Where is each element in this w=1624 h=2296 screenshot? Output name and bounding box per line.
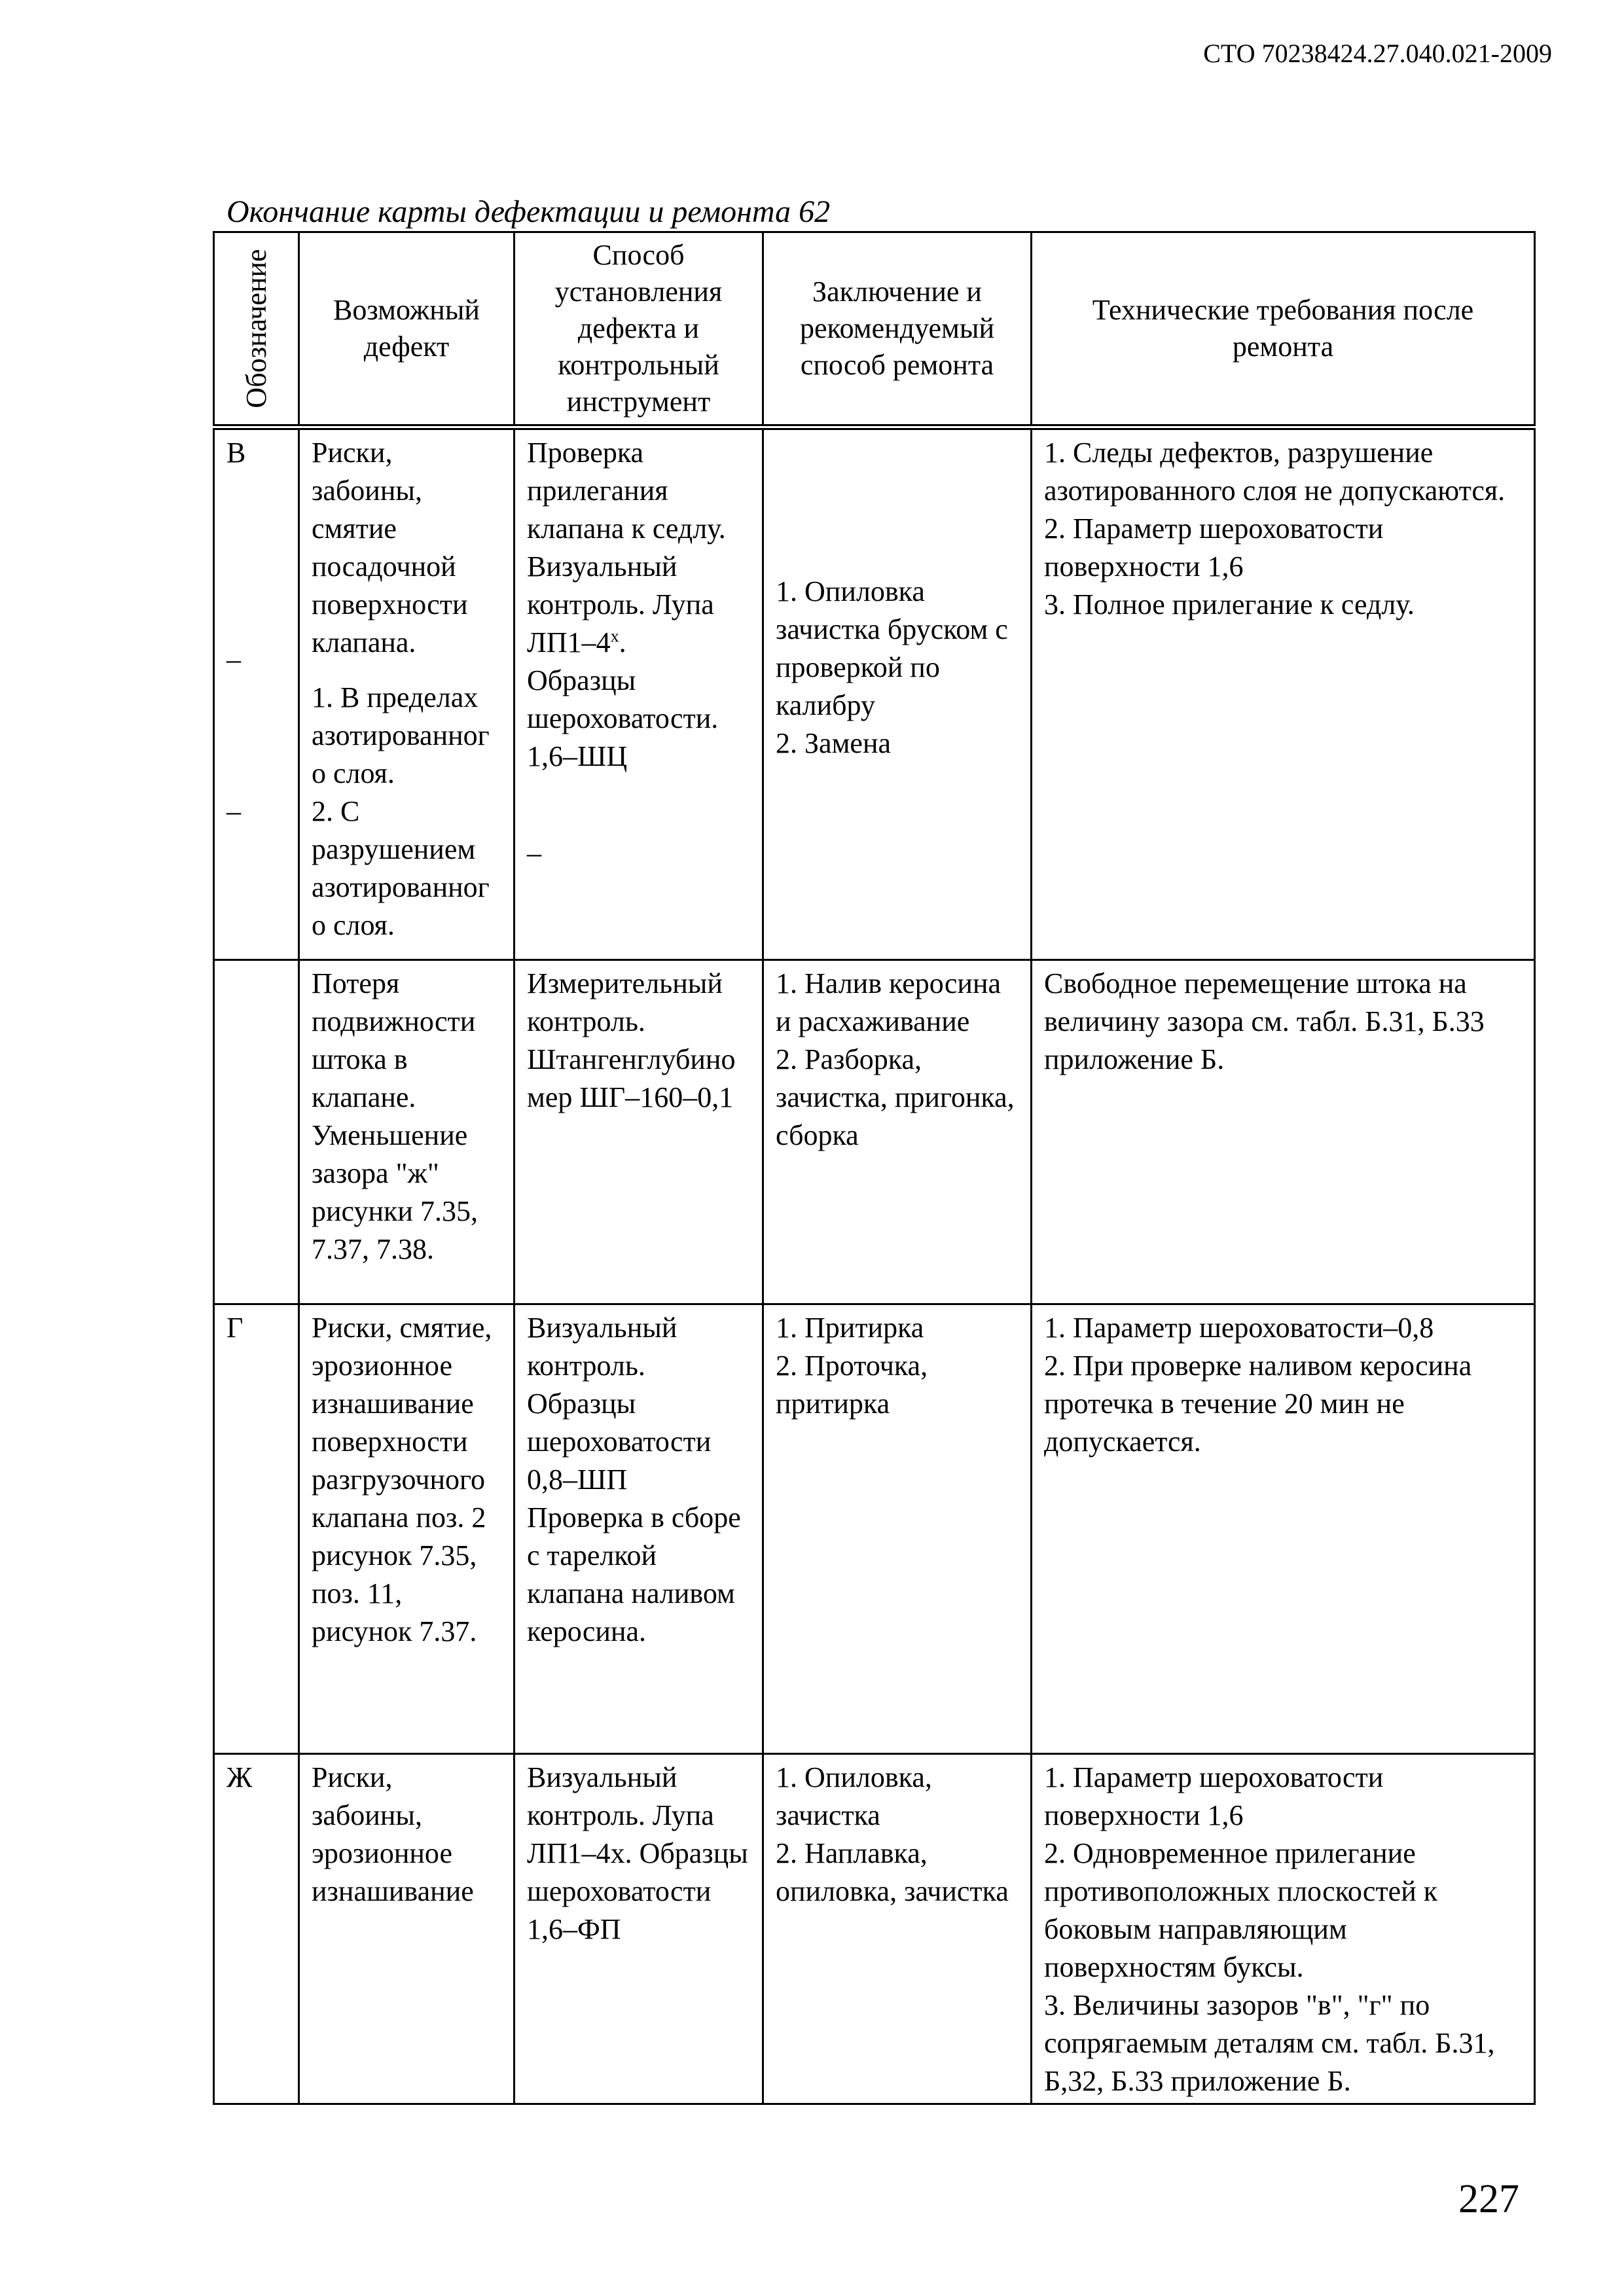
method-text-b: Образцы шероховатости. 1,6–ШЦ — [527, 664, 719, 772]
row-defect-cell — [299, 1304, 514, 1754]
conclusion-text: 1. Притирка 2. Проточка, притирка — [776, 1312, 928, 1420]
row-conclusion-cell — [763, 427, 1032, 960]
row-method-cell — [514, 1304, 763, 1754]
method-text: Визуальный контроль. Лупа ЛП1–4х. Образцы шероховатости 1,6–ФП — [527, 1761, 748, 1945]
defect-variant-2: 2. С разрушением азотированного слоя. — [312, 795, 490, 941]
document-code: СТО 70238424.27.040.021-2009 — [1203, 39, 1552, 68]
table-caption: Окончание карты дефектации и ремонта 62 — [226, 194, 831, 229]
defect-description: Риски, забоины, смятие посадочной поверхности клапана. — [312, 437, 468, 658]
table-header-row — [214, 232, 1535, 427]
row-requirements-cell — [1032, 427, 1535, 960]
row-defect-cell — [299, 1754, 514, 2104]
row-method-cell — [514, 427, 763, 960]
header-code — [214, 232, 299, 427]
defect-description: Риски, забоины, эрозионное изнашивание — [312, 1761, 474, 1907]
row-requirements-cell — [1032, 1304, 1535, 1754]
header-method: Способ установления дефекта и контрольный инструмент — [514, 232, 763, 427]
requirements-text: 1. Параметр шероховатости поверхности 1,6 2. Одновременное прилегание противоположных плоскостей к боковым направляющим поверхностям буксы. 3. Величины зазоров "в", "г" по сопрягаемым деталям см. табл. Б.31, Б,32, Б.33 приложение Б. — [1044, 1761, 1495, 2097]
conclusion-text: 1. Опиловка, зачистка 2. Наплавка, опиловка, зачистка — [776, 1761, 1009, 1907]
requirements-text: Свободное перемещение штока на величину зазора см. табл. Б.31, Б.33 приложение Б. — [1044, 967, 1485, 1075]
header-conclusion: Заключение и рекомендуемый способ ремонта — [763, 232, 1032, 427]
row-code-cell — [214, 1304, 299, 1754]
conclusion-text: 1. Налив керосина и расхаживание 2. Разборка, зачистка, пригонка, сборка — [776, 967, 1015, 1151]
conclusion-variant-2: 2. Замена — [776, 727, 892, 759]
requirements-text: 1. Следы дефектов, разрушение азотированного слоя не допускаются. 2. Параметр шероховатости поверхности 1,6 3. Полное прилегание к седлу. — [1044, 437, 1506, 620]
row-code: В — [226, 437, 246, 469]
defect-repair-table — [213, 231, 1536, 2105]
method-text-dot: . — [619, 626, 626, 658]
method-text-a: Проверка прилегания клапана к седлу. Визуальный контроль. Лупа ЛП1–4 — [527, 437, 726, 658]
method-text: Визуальный контроль. Образцы шероховатости 0,8–ШП Проверка в сборе с тарелкой клапана наливом керосина. — [527, 1312, 741, 1647]
page-number: 227 — [1458, 2177, 1519, 2221]
row-conclusion-cell — [763, 960, 1032, 1304]
row-code-cell — [214, 960, 299, 1304]
row-conclusion-cell — [763, 1754, 1032, 2104]
requirements-text: 1. Параметр шероховатости–0,8 2. При проверке наливом керосина протечка в течение 20 мин не допускается. — [1044, 1312, 1472, 1458]
row-method-cell — [514, 960, 763, 1304]
header-requirements: Технические требования после ремонта — [1032, 232, 1535, 427]
conclusion-variant-1: 1. Опиловка зачистка бруском с проверкой по калибру — [776, 575, 1008, 721]
sub-code-1: – — [226, 643, 241, 675]
method-variant-2: – — [527, 837, 541, 869]
table-row — [214, 960, 1535, 1304]
header-code-label: Обозначение — [240, 249, 272, 408]
defect-description: Риски, смятие, эрозионное изнашивание поверхности разгрузочного клапана поз. 2 рисунок 7.35, поз. 11, рисунок 7.37. — [312, 1312, 492, 1647]
method-text: Измерительный контроль. Штангенглубиномер ШГ–160–0,1 — [527, 967, 736, 1113]
sub-code-2: – — [226, 795, 241, 827]
defect-variant-1: 1. В пределах азотированного слоя. — [312, 681, 490, 789]
method-superscript: х — [610, 626, 619, 646]
row-code: Г — [226, 1312, 244, 1344]
row-defect-cell — [299, 427, 514, 960]
row-defect-cell — [299, 960, 514, 1304]
row-method-cell — [514, 1754, 763, 2104]
row-requirements-cell — [1032, 960, 1535, 1304]
row-conclusion-cell — [763, 1304, 1032, 1754]
row-requirements-cell — [1032, 1754, 1535, 2104]
header-defect: Возможный дефект — [299, 232, 514, 427]
table-row — [214, 427, 1535, 960]
row-code: Ж — [226, 1761, 253, 1793]
row-code-cell — [214, 427, 299, 960]
table-row — [214, 1304, 1535, 1754]
defect-description: Потеря подвижности штока в клапане. Уменьшение зазора "ж" рисунки 7.35, 7.37, 7.38. — [312, 967, 478, 1265]
table-row — [214, 1754, 1535, 2104]
row-code-cell — [214, 1754, 299, 2104]
